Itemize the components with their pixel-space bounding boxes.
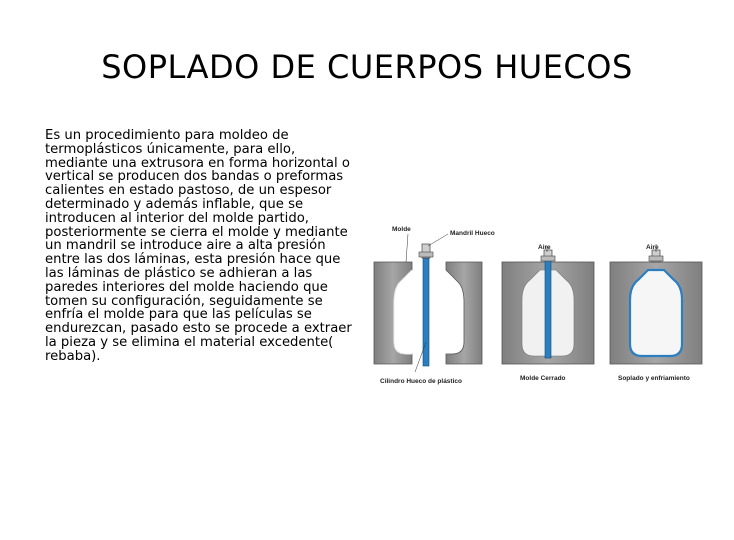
label-aire-1: Aire bbox=[538, 244, 551, 251]
label-aire-2: Aire bbox=[646, 244, 659, 251]
mold-left-half bbox=[374, 262, 412, 364]
label-molde-cerrado: Molde Cerrado bbox=[520, 375, 566, 382]
label-soplado: Soplado y enfriamiento bbox=[618, 375, 690, 382]
blow-molding-diagram bbox=[370, 222, 710, 397]
panel-open-mold bbox=[374, 226, 495, 385]
slide-title: SOPLADO DE CUERPOS HUECOS bbox=[101, 48, 633, 86]
label-molde: Molde bbox=[392, 226, 411, 233]
mold-right-half bbox=[446, 262, 482, 364]
label-mandril: Mandril Hueco bbox=[450, 230, 495, 237]
panel-closed-mold bbox=[502, 244, 594, 382]
description-paragraph: Es un procedimiento para moldeo de termoplásticos únicamente, para ello, mediante una extrusora en forma horizontal o vertical se producen dos bandas o preformas calientes en estado pastoso, de un espesor determinado y además inflable, que se introducen al interior del molde partido, posteriormente se cierra el molde y mediante un mandril se introduce aire a alta presión entre las dos láminas, esta presión hace que las láminas de plástico se adhieran a las paredes interiores del molde haciendo que tomen su configuración, seguidamente se enfría el molde para que las películas se endurezcan, pasado esto se procede a extraer la pieza y se elimina el material excedente( rebaba). bbox=[45, 128, 352, 364]
panel-blowing bbox=[610, 244, 702, 382]
plastic-cylinder bbox=[423, 258, 429, 366]
label-cilindro: Cilindro Hueco de plástico bbox=[380, 378, 462, 385]
